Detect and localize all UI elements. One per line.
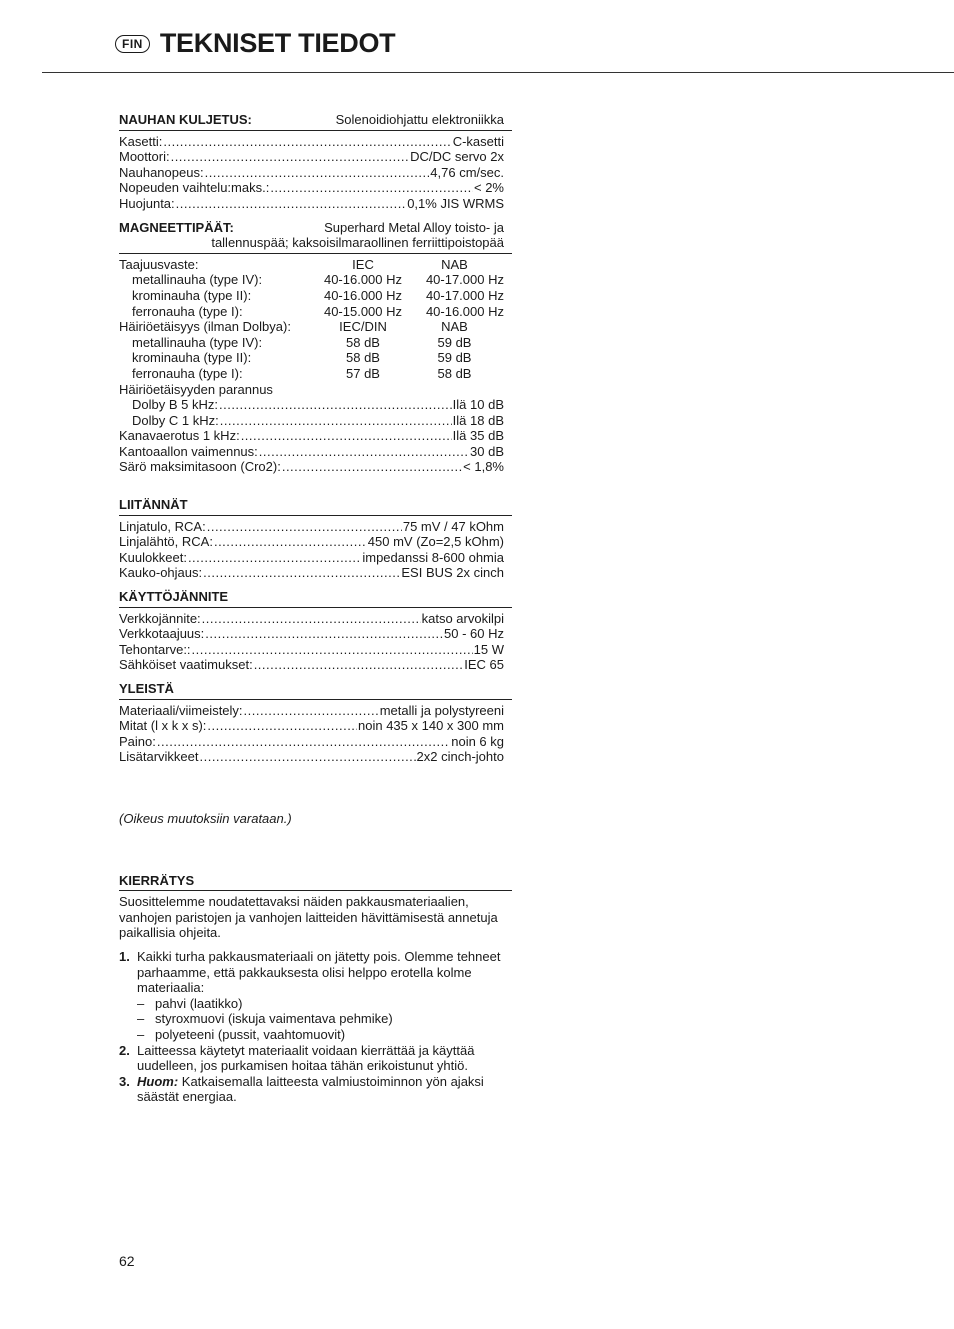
spec-label: Nopeuden vaihtelu:maks.: <box>119 180 270 196</box>
spec-row <box>119 534 504 550</box>
spec-value: 75 mV / 47 kOhm <box>402 518 504 534</box>
section-title: NAUHAN KULJETUS: <box>119 112 252 127</box>
leader-dots <box>176 196 407 212</box>
recycling-list <box>119 949 504 1105</box>
leader-dots <box>163 134 451 150</box>
sub-list-item <box>137 996 504 1012</box>
column-header: IEC <box>352 256 374 272</box>
sub-item-text: polyeteeni (pussit, vaahtomuovit) <box>155 1026 346 1042</box>
spec-value: Ilä 10 dB <box>452 397 504 413</box>
leader-dots <box>203 565 400 581</box>
section-title: MAGNEETTIPÄÄT: <box>119 219 234 235</box>
spec-value: Ilä 18 dB <box>452 412 504 428</box>
spec-label: Linjalähtö, RCA: <box>119 534 213 550</box>
section-title: KÄYTTÖJÄNNITE <box>119 589 229 605</box>
spec-content <box>119 112 504 1105</box>
tape-transport-heading <box>119 112 504 128</box>
leader-dots <box>241 428 452 444</box>
cell-value: 40-15.000 Hz <box>323 303 403 319</box>
section-divider <box>119 607 512 608</box>
dash-bullet: – <box>137 1026 145 1042</box>
page-header <box>115 28 395 59</box>
spec-row <box>119 519 504 535</box>
cell-value: 40-16.000 Hz <box>323 287 403 303</box>
spec-value: 2x2 cinch-johto <box>416 749 504 765</box>
spec-label: Särö maksimitasoon (Cro2): <box>119 459 281 475</box>
cell-value: 58 dB <box>346 350 380 366</box>
sub-list-item <box>137 1027 504 1043</box>
row-label: krominauha (type II): <box>132 350 252 366</box>
column-header: NAB <box>441 256 468 272</box>
spec-label: Kuulokkeet: <box>119 549 187 565</box>
spec-label: Paino: <box>119 733 156 749</box>
spec-row <box>119 734 504 750</box>
power-heading <box>119 589 504 605</box>
spec-label: Verkkojännite: <box>119 610 201 626</box>
sub-item-text: styroxmuovi (iskuja vaimentava pehmike) <box>155 1011 393 1027</box>
spec-label: Lisätarvikkeet <box>119 749 199 765</box>
section-desc: Solenoidiohjattu elektroniikka <box>335 112 504 127</box>
spec-row <box>119 550 504 566</box>
leader-dots <box>171 149 410 165</box>
sub-item-text: pahvi (laatikko) <box>155 995 243 1011</box>
section-title: LIITÄNNÄT <box>119 497 188 513</box>
cell-value: 58 dB <box>346 334 380 350</box>
leader-dots <box>157 734 450 750</box>
list-item <box>119 1043 504 1074</box>
spec-label: Kanavaerotus 1 kHz: <box>119 428 240 444</box>
spec-value: IEC 65 <box>464 657 504 673</box>
spec-label: Huojunta: <box>119 195 175 211</box>
dash-bullet: – <box>137 1011 145 1027</box>
spec-label: Nauhanopeus: <box>119 164 204 180</box>
list-item <box>119 1074 504 1105</box>
spec-row <box>119 165 504 181</box>
spec-row <box>119 428 504 444</box>
row-label: ferronauha (type I): <box>132 365 243 381</box>
spec-value: < 2% <box>474 180 504 196</box>
tape-transport-list <box>119 134 504 212</box>
table-label: Häiriöetäisyys (ilman Dolbya): <box>119 319 291 335</box>
leader-dots <box>219 397 452 413</box>
heads-heading <box>119 220 504 236</box>
section-desc: Superhard Metal Alloy toisto- ja <box>324 219 504 235</box>
table-label: Taajuusvaste: <box>119 256 199 272</box>
heads-desc-line2: tallennuspää; kaksoisilmaraollinen ferriittipoistopää <box>211 235 504 251</box>
list-item <box>119 949 504 1043</box>
spec-label: Verkkotaajuus: <box>119 626 205 642</box>
spec-value: ESI BUS 2x cinch <box>401 565 504 581</box>
section-divider <box>119 699 512 700</box>
leader-dots <box>259 444 469 460</box>
spec-label: Kasetti: <box>119 133 163 149</box>
spec-value: C-kasetti <box>452 133 504 149</box>
spec-row <box>119 413 504 429</box>
spec-row <box>119 611 504 627</box>
list-text: Kaikki turha pakkausmateriaali on jätetty pois. Olemme tehneet parhaamme, että pakkauksesta olisi helppo erotella kolme materiaalia: <box>137 948 501 996</box>
spec-row <box>119 134 504 150</box>
general-heading <box>119 681 504 697</box>
leader-dots <box>244 703 379 719</box>
spec-row <box>119 657 504 673</box>
connections-heading <box>119 497 504 513</box>
spec-value: noin 435 x 140 x 300 mm <box>358 718 504 734</box>
page-title: TEKNISET TIEDOT <box>159 28 396 58</box>
section-divider <box>119 515 512 516</box>
list-number: 2. <box>119 1042 130 1058</box>
list-text: Laitteessa käytetyt materiaalit voidaan kierrättää ja käyttää uudelleen, jos purkamisen hoitaa tähän erikoistunut yhtiö. <box>137 1042 475 1074</box>
cell-value: 58 dB <box>437 365 472 381</box>
cell-value: 40-16.000 Hz <box>323 272 403 288</box>
leader-dots <box>188 550 361 566</box>
list-number: 1. <box>119 948 130 964</box>
spec-value: 4,76 cm/sec. <box>430 164 504 180</box>
cell-value: 40-17.000 Hz <box>425 272 504 288</box>
recycling-intro: Suosittelemme noudatettavaksi näiden pakkausmateriaalien, vanhojen paristojen ja vanhojen laitteiden hävittämisestä annetuja paikallisia ohjeita. <box>119 894 498 941</box>
spec-label: Kauko-ohjaus: <box>119 565 203 581</box>
spec-value: impedanssi 8-600 ohmia <box>362 549 504 565</box>
spec-value: < 1,8% <box>463 459 504 475</box>
spec-row <box>119 703 504 719</box>
spec-row <box>119 749 504 765</box>
section-title: YLEISTÄ <box>119 681 174 696</box>
spec-row <box>119 196 504 212</box>
spec-label: Dolby C 1 kHz: <box>132 412 219 428</box>
section-divider <box>119 130 512 131</box>
spec-value: 450 mV (Zo=2,5 kOhm) <box>367 534 504 550</box>
leader-dots <box>192 642 473 658</box>
leader-dots <box>205 165 430 181</box>
spec-value: katso arvokilpi <box>421 610 504 626</box>
list-number: 3. <box>119 1073 130 1089</box>
leader-dots <box>207 718 357 734</box>
leader-dots <box>220 413 452 429</box>
sub-list-item <box>137 1011 504 1027</box>
spec-label: Moottori: <box>119 149 170 165</box>
leader-dots <box>214 534 367 550</box>
spec-value: noin 6 kg <box>451 733 504 749</box>
column-header: NAB <box>441 319 468 335</box>
spec-row <box>119 444 504 460</box>
spec-label: Tehontarve:: <box>119 641 191 657</box>
dash-bullet: – <box>137 995 145 1011</box>
leader-dots <box>282 459 462 475</box>
spec-row <box>119 149 504 165</box>
spec-value: 15 W <box>473 641 504 657</box>
leader-dots <box>207 519 402 535</box>
cell-value: 59 dB <box>437 334 472 350</box>
section-title: KIERRÄTYS <box>119 872 195 888</box>
frequency-response-table <box>119 257 504 382</box>
language-badge: FIN <box>115 35 150 53</box>
leader-dots <box>254 657 464 673</box>
spec-row <box>119 626 504 642</box>
list-text: Katkaisemalla laitteesta valmiustoiminnon yön ajaksi säästät energiaa. <box>137 1073 484 1105</box>
disclaimer-note: (Oikeus muutoksiin varataan.) <box>119 810 292 826</box>
spec-label: Kantoaallon vaimennus: <box>119 443 258 459</box>
leader-dots <box>199 749 415 765</box>
leader-dots <box>202 611 421 627</box>
row-label: metallinauha (type IV): <box>132 272 263 288</box>
spec-row <box>119 180 504 196</box>
spec-label: Mitat (l x k x s): <box>119 718 207 734</box>
cell-value: 57 dB <box>346 365 380 381</box>
spec-row <box>119 718 504 734</box>
cell-value: 40-16.000 Hz <box>425 303 504 319</box>
cell-value: 59 dB <box>437 350 472 366</box>
spec-row <box>119 642 504 658</box>
row-label: ferronauha (type I): <box>132 303 243 319</box>
spec-value: DC/DC servo 2x <box>410 149 504 165</box>
spec-label: Linjatulo, RCA: <box>119 518 206 534</box>
row-label: krominauha (type II): <box>132 287 252 303</box>
section-divider <box>119 890 512 891</box>
spec-row <box>119 397 504 413</box>
page-number: 62 <box>119 1253 135 1269</box>
spec-label: Materiaali/viimeistely: <box>119 702 243 718</box>
leader-dots <box>205 626 443 642</box>
spec-row <box>119 459 504 475</box>
spec-row <box>119 565 504 581</box>
section-divider <box>119 253 512 254</box>
leader-dots <box>270 180 473 196</box>
spec-label: Dolby B 5 kHz: <box>132 397 218 413</box>
spec-value: 50 - 60 Hz <box>444 626 504 642</box>
noise-improvement-label: Häiriöetäisyyden parannus <box>119 381 273 397</box>
spec-value: 30 dB <box>470 443 504 459</box>
row-label: metallinauha (type IV): <box>132 334 263 350</box>
spec-value: metalli ja polystyreeni <box>379 702 504 718</box>
cell-value: 40-17.000 Hz <box>425 287 504 303</box>
spec-value: 0,1% JIS WRMS <box>407 195 504 211</box>
huom-label: Huom: <box>137 1073 179 1089</box>
column-header: IEC/DIN <box>339 319 387 335</box>
header-divider <box>42 72 954 73</box>
recycling-heading <box>119 873 504 889</box>
spec-label: Sähköiset vaatimukset: <box>119 657 253 673</box>
spec-value: Ilä 35 dB <box>452 428 504 444</box>
